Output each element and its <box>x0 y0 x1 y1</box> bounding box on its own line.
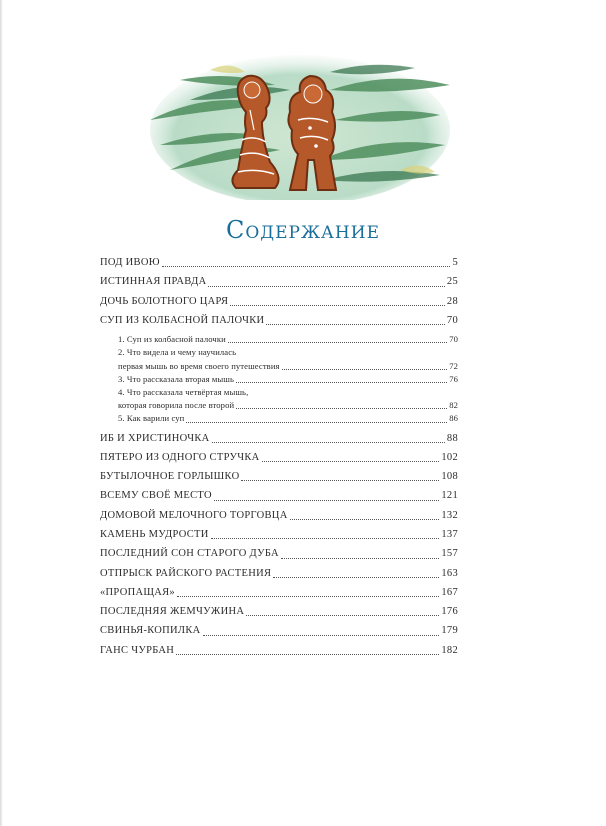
toc-entry[interactable]: ОТПРЫСК РАЙСКОГО РАСТЕНИЯ 163 <box>100 567 458 579</box>
toc-entry[interactable]: СУП ИЗ КОЛБАСНОЙ ПАЛОЧКИ 70 <box>100 314 458 326</box>
toc-entry[interactable]: ДОМОВОЙ МЕЛОЧНОГО ТОРГОВЦА 132 <box>100 509 458 521</box>
toc-entry[interactable]: КАМЕНЬ МУДРОСТИ 137 <box>100 528 458 540</box>
toc-subentry[interactable]: 3. Что рассказала вторая мышь 76 <box>118 373 458 384</box>
toc-subentry[interactable]: 4. Что рассказала четвёртая мышь, <box>118 386 249 397</box>
toc-subentry[interactable]: первая мышь во время своего путешествия 72 <box>118 360 458 371</box>
page-edge <box>0 0 3 826</box>
toc-entry[interactable]: ПОД ИВОЮ 5 <box>100 257 458 268</box>
toc-entry[interactable]: ИБ И ХРИСТИНОЧКА 88 <box>100 432 458 444</box>
toc-subentry[interactable]: 5. Как варили суп 86 <box>118 413 458 424</box>
toc-entry[interactable]: ИСТИННАЯ ПРАВДА 25 <box>100 276 458 288</box>
toc-entry[interactable]: ПЯТЕРО ИЗ ОДНОГО СТРУЧКА 102 <box>100 451 458 463</box>
toc-entry[interactable]: ДОЧЬ БОЛОТНОГО ЦАРЯ 28 <box>100 295 458 307</box>
toc-title: Содержание <box>225 216 380 244</box>
toc-entry[interactable]: ГАНС ЧУРБАН 182 <box>100 644 458 656</box>
toc-entry[interactable]: ПОСЛЕДНЯЯ ЖЕМЧУЖИНА 176 <box>100 606 458 618</box>
toc-entry[interactable]: ВСЕМУ СВОЁ МЕСТО 121 <box>100 490 458 502</box>
toc-subentry[interactable]: 2. Что видела и чему научилась <box>118 347 237 358</box>
gingerbread-couple-illustration <box>150 50 450 200</box>
toc-entry[interactable]: «ПРОПАЩАЯ» 167 <box>100 586 458 598</box>
toc-subentry[interactable]: 1. Суп из колбасной палочки 70 <box>118 334 458 345</box>
table-of-contents <box>100 253 458 660</box>
toc-entry[interactable]: ПОСЛЕДНИЙ СОН СТАРОГО ДУБА 157 <box>100 548 458 560</box>
toc-entry[interactable]: БУТЫЛОЧНОЕ ГОРЛЫШКО 108 <box>100 471 458 483</box>
toc-subentry[interactable]: которая говорила после второй 82 <box>118 400 458 411</box>
toc-entry[interactable]: СВИНЬЯ-КОПИЛКА 179 <box>100 625 458 637</box>
